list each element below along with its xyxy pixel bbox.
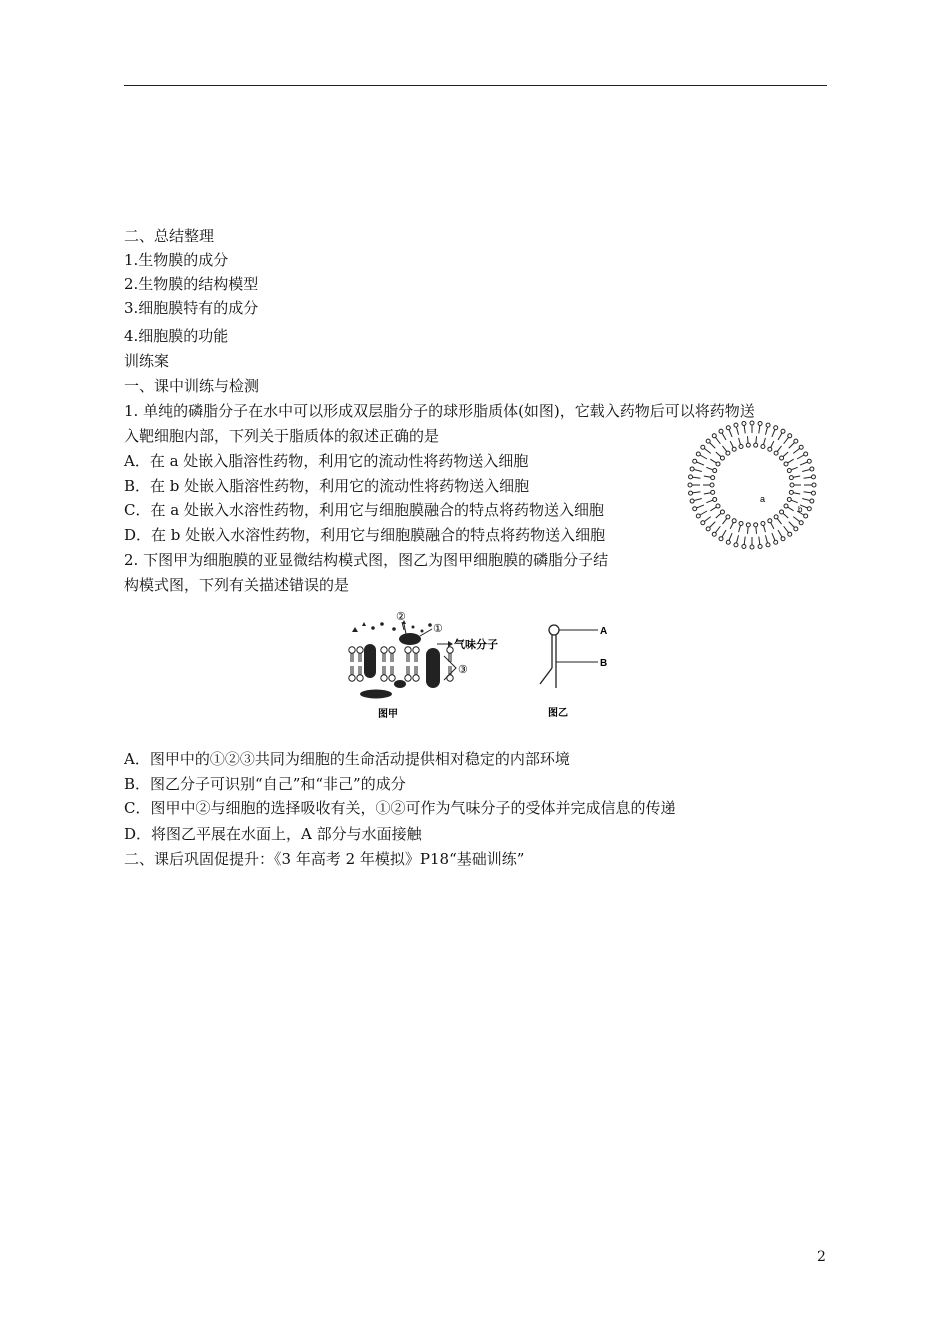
lipid-head (742, 544, 746, 548)
q2-stem-line1: 2. 下图甲为细胞膜的亚显微结构模式图，图乙为图甲细胞膜的磷脂分子结 (124, 551, 609, 569)
lipid-head (766, 543, 770, 547)
lipid-head (810, 467, 814, 471)
lipid-head (746, 443, 750, 447)
lipid-head (719, 537, 723, 541)
lipid-head (739, 445, 743, 449)
lipid-head (754, 523, 758, 527)
bilayer-tail-upper (359, 653, 361, 662)
transmembrane-protein-2 (426, 648, 440, 688)
bilayer-head-lower (389, 675, 395, 681)
lipid-head (799, 445, 803, 449)
lipid-head (754, 443, 758, 447)
summary-item-3: 3.细胞膜特有的成分 (124, 299, 259, 317)
summary-item-1: 1.生物膜的成分 (124, 251, 229, 269)
bilayer-tail-lower (351, 666, 353, 675)
yi-label-b: B (600, 658, 608, 669)
q1-option-a: A．在 a 处嵌入脂溶性药物，利用它的流动性将药物送入细胞 (124, 452, 529, 470)
lipid-head (720, 456, 724, 460)
bilayer-tail-upper (415, 653, 417, 662)
lipid-head (726, 540, 730, 544)
lipid-head (761, 445, 765, 449)
bilayer-tail-lower (407, 666, 409, 675)
outer-particles (352, 620, 432, 633)
lipid-head (696, 452, 700, 456)
lipid-head (716, 462, 720, 466)
q1-option-c: C．在 a 处嵌入水溶性药物，利用它与细胞膜融合的特点将药物送入细胞 (124, 501, 604, 519)
lipid-head (706, 439, 710, 443)
lipid-head (799, 521, 803, 525)
lipid-head (726, 426, 730, 430)
glycan-chain (404, 624, 406, 634)
lipid-head (688, 483, 692, 487)
q2-option-d: D．将图乙平展在水面上，A 部分与水面接触 (124, 825, 422, 843)
lipid-head (693, 459, 697, 463)
lipid-head (689, 475, 693, 479)
q1-option-b: B．在 b 处嵌入脂溶性药物，利用它的流动性将药物送入细胞 (124, 477, 530, 495)
lipid-head (734, 543, 738, 547)
lipid-head (701, 521, 705, 525)
lipid-head (720, 510, 724, 514)
lipid-head (742, 422, 746, 426)
lipid-head (696, 514, 700, 518)
bilayer-tail-upper (383, 653, 385, 662)
lipid-head (811, 475, 815, 479)
lipid-head (701, 445, 705, 449)
summary-heading: 二、总结整理 (124, 227, 215, 245)
q1-option-d: D．在 b 处嵌入水溶性药物，利用它与细胞膜融合的特点将药物送入细胞 (124, 526, 606, 544)
phospholipid-figure-yi (530, 618, 620, 722)
lipid-head (774, 426, 778, 430)
lipid-head (774, 451, 778, 455)
liposome-label-b: b (798, 505, 803, 514)
bilayer-tail-upper (391, 653, 393, 662)
lipid-head (774, 540, 778, 544)
hydrophilic-head (549, 625, 559, 635)
lipid-head (710, 483, 714, 487)
lipid-head (711, 490, 715, 494)
lipid-head (732, 447, 736, 451)
lipid-head (713, 469, 717, 473)
bilayer-head-upper (413, 647, 419, 653)
bilayer-tail-upper (407, 653, 409, 662)
lipid-head (794, 439, 798, 443)
bilayer-head-upper (405, 647, 411, 653)
lipid-head (787, 497, 791, 501)
page-number: 2 (817, 1249, 826, 1265)
bilayer-head-upper (389, 647, 395, 653)
lipid-head (788, 434, 792, 438)
lipid-head (807, 459, 811, 463)
lipid-head (726, 515, 730, 519)
surface-protein (399, 633, 421, 645)
bilayer-head-upper (381, 647, 387, 653)
lipid-head (719, 429, 723, 433)
yi-caption: 图乙 (548, 708, 568, 719)
lipid-head (807, 507, 811, 511)
lipid-head (711, 476, 715, 480)
header-rule (124, 85, 827, 86)
q1-stem-line2: 入靶细胞内部，下列关于脂质体的叙述正确的是 (124, 427, 440, 445)
lipid-head (810, 499, 814, 503)
jia-caption: 图甲 (378, 709, 398, 720)
lipid-head (716, 504, 720, 508)
lipid-head (732, 519, 736, 523)
lipid-head (734, 423, 738, 427)
lipid-head (784, 504, 788, 508)
membrane-figure-jia (340, 604, 515, 722)
lipid-head (774, 515, 778, 519)
bilayer-head-lower (349, 675, 355, 681)
lipid-head (750, 421, 754, 425)
lipid-head (780, 456, 784, 460)
lipid-head (804, 514, 808, 518)
lipid-head (784, 462, 788, 466)
training-title: 训练案 (124, 352, 170, 370)
bilayer-head-lower (357, 675, 363, 681)
lipid-head (780, 510, 784, 514)
transmembrane-protein-1 (364, 644, 376, 678)
lipid-head (690, 467, 694, 471)
lipid-head (788, 532, 792, 536)
q1-stem-line1: 1. 单纯的磷脂分子在水中可以形成双层脂分子的球形脂质体(如图)，它载入药物后可以将药物送 (124, 402, 755, 420)
lipid-head (804, 452, 808, 456)
lipid-head (690, 499, 694, 503)
liposome-label-a: a (760, 494, 766, 504)
bilayer-head-upper (349, 647, 355, 653)
section1-heading: 一、课中训练与检测 (124, 377, 260, 395)
bilayer-tail-lower (415, 666, 417, 675)
bilayer-tail-lower (391, 666, 393, 675)
lipid-head (746, 523, 750, 527)
lipid-head (781, 429, 785, 433)
q2-option-b: B．图乙分子可识别“自己”和“非己”的成分 (124, 775, 406, 793)
lipid-head (812, 483, 816, 487)
lipid-head (766, 423, 770, 427)
bilayer-tail-lower (359, 666, 361, 675)
inner-protein-large (360, 690, 392, 699)
jia-label-3: ③ (458, 664, 468, 676)
inner-protein-small (394, 680, 406, 688)
lipid-head (712, 532, 716, 536)
phospholipid-layers (688, 421, 816, 549)
bilayer-head-upper (447, 647, 453, 653)
lipid-head (768, 519, 772, 523)
section2-heading: 二、课后巩固促提升：《3 年高考 2 年模拟》P18“基础训练” (124, 850, 525, 868)
summary-item-2: 2.生物膜的结构模型 (124, 275, 259, 293)
lipid-head (758, 422, 762, 426)
jia-label-2: ② (396, 611, 406, 623)
lipid-head (789, 476, 793, 480)
lipid-head (781, 537, 785, 541)
lipid-head (761, 521, 765, 525)
liposome-figure (686, 416, 818, 554)
bilayer-head-lower (381, 675, 387, 681)
jia-arrow-text: 气味分子 (454, 639, 498, 651)
lipid-head (693, 507, 697, 511)
lipid-head (811, 491, 815, 495)
bilayer-head-lower (413, 675, 419, 681)
lipid-head (758, 544, 762, 548)
lipid-head (689, 491, 693, 495)
lipid-head (750, 545, 754, 549)
jia-label-1: ① (433, 623, 443, 635)
lipid-head (739, 521, 743, 525)
lipid-head (787, 469, 791, 473)
lipid-head (790, 483, 794, 487)
bilayer-head-lower (405, 675, 411, 681)
lipid-head (794, 527, 798, 531)
q2-option-c: C．图甲中②与细胞的选择吸收有关，①②可作为气味分子的受体并完成信息的传递 (124, 799, 676, 817)
lipid-head (768, 447, 772, 451)
lipid-head (712, 434, 716, 438)
lipid-head (706, 527, 710, 531)
bilayer-tail-upper (351, 653, 353, 662)
q2-option-a: A．图甲中的①②③共同为细胞的生命活动提供相对稳定的内部环境 (124, 750, 570, 768)
summary-item-4: 4.细胞膜的功能 (124, 327, 229, 345)
yi-label-a: A (600, 626, 608, 637)
lipid-head (713, 497, 717, 501)
q2-stem-line2: 构模式图，下列有关描述错误的是 (124, 576, 350, 594)
bilayer-tail-lower (383, 666, 385, 675)
bilayer-head-upper (357, 647, 363, 653)
lipid-head (789, 490, 793, 494)
lipid-head (726, 451, 730, 455)
